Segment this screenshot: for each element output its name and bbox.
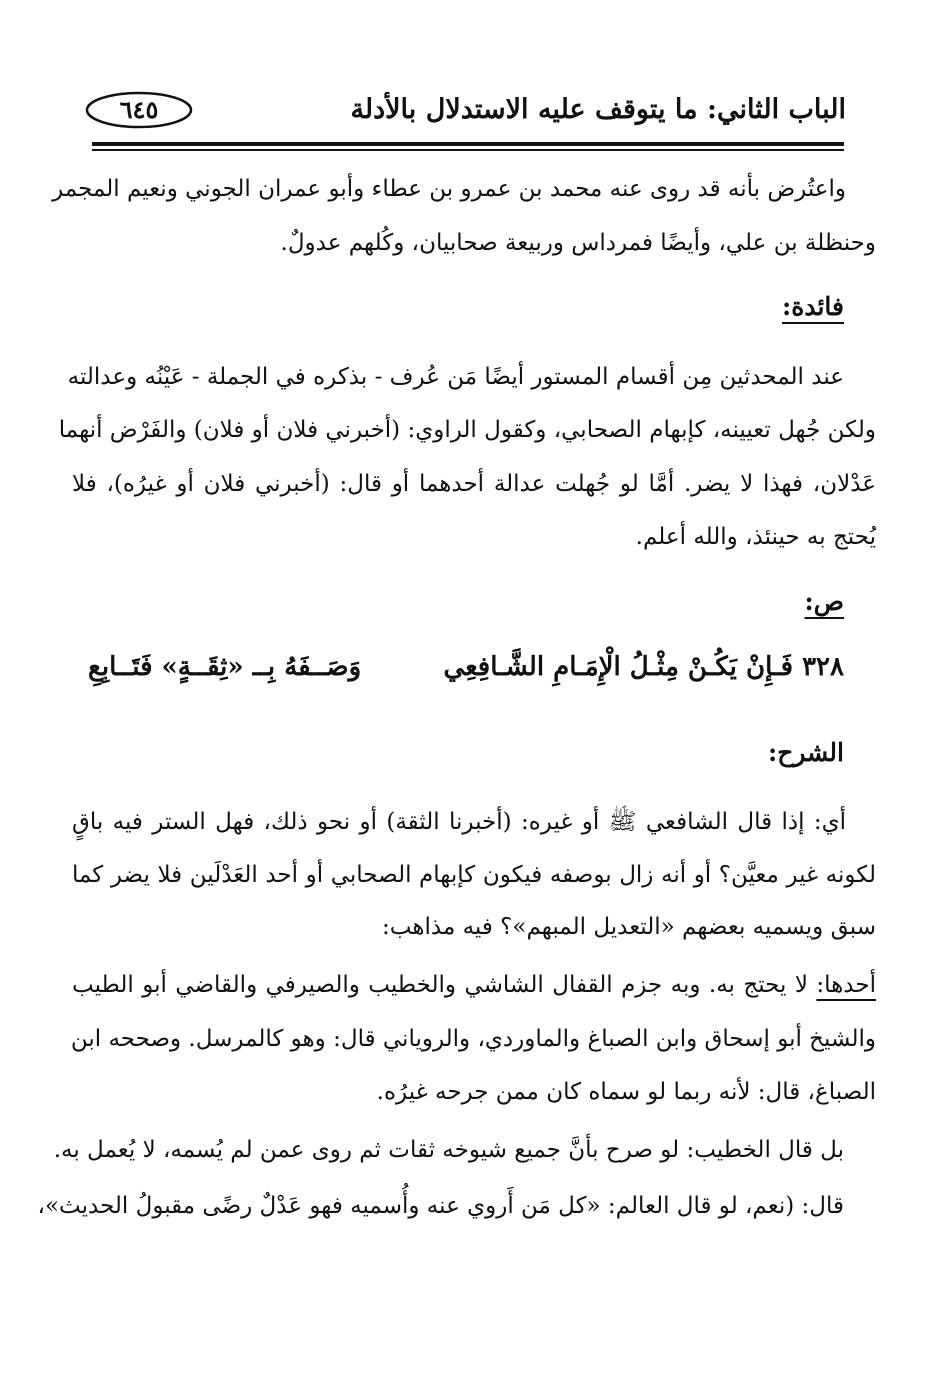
header-rule-thin — [92, 149, 844, 151]
verse-second-hemistich: وَصَــفَهُ بِــ «ثِقَــةٍ» فَتَــابِعِ — [88, 652, 362, 682]
paragraph-line: وحنظلة بن علي، وأيضًا فمرداس وربيعة صحابيان، وكُلهم عدولٌ. — [280, 230, 876, 256]
header-rule-thick — [92, 142, 844, 146]
paragraph-line: أي: إذا قال الشافعي ﷺ أو غيره: (أخبرنا الثقة) أو نحو ذلك، فهل الستر فيه باقٍ — [72, 809, 846, 835]
paragraph-line: يُحتج به حينئذ، والله أعلم. — [635, 524, 876, 550]
paragraph-line: عند المحدثين مِن أقسام المستور أيضًا مَن عُرف - بذكره في الجملة - عَيْنُه وعدالته — [67, 364, 844, 390]
paragraph-line: والشيخ أبو إسحاق وابن الصباغ والماوردي، والروياني قال: وهو كالمرسل. وصححه ابن — [70, 1026, 876, 1052]
paragraph-line: الصباغ، قال: لأنه ربما لو سماه كان ممن جرحه غيرُه. — [376, 1079, 876, 1105]
faida-heading: فائدة: — [782, 292, 844, 321]
paragraph-line: واعتُرض بأنه قد روى عنه محمد بن عمرو بن عطاء وأبو عمران الجوني ونعيم المجمر — [52, 176, 846, 202]
first-opinion-label: أحدها: — [816, 972, 876, 998]
text-heading: ص: — [804, 587, 844, 616]
paragraph-line: لكونه غير معيَّن؟ أو أنه زال بوصفه فيكون كإبهام الصحابي أو أحد العَدْلَين فلا يضر كما — [72, 862, 876, 888]
paragraph-line: بل قال الخطيب: لو صرح بأنَّ جميع شيوخه ثقات ثم روى عمن لم يُسمه، لا يُعمل به. — [53, 1137, 844, 1163]
paragraph-line: قال: (نعم، لو قال العالم: «كل مَن أَروي عنه وأُسميه فهو عَدْلٌ رضًى مقبولُ الحديث»، — [37, 1193, 844, 1219]
chapter-title: الباب الثاني: ما يتوقف عليه الاستدلال بالأدلة — [350, 94, 846, 125]
paragraph-line: ولكن جُهل تعيينه، كإبهام الصحابي، وكقول الراوي: (أخبرني فلان أو فلان) والفَرْض أنهما — [58, 417, 876, 443]
page-number: ٦٤٥ — [119, 95, 159, 124]
commentary-heading: الشرح: — [767, 738, 844, 767]
page-number-badge — [84, 90, 194, 130]
paragraph-line: عَدْلان، فهذا لا يضر. أمَّا لو جُهلت عدالة أحدهما أو قال: (أخبرني فلان أو غيرُه)، فلا — [72, 471, 876, 497]
verse-line — [88, 652, 844, 692]
page-header — [84, 88, 846, 138]
first-opinion-text: لا يحتج به. وبه جزم القفال الشاشي والخطيب والصيرفي والقاضي أبو الطيب — [72, 972, 808, 998]
paragraph-line: سبق ويسميه بعضهم «التعديل المبهم»؟ فيه مذاهب: — [382, 914, 876, 940]
paragraph-line — [72, 968, 876, 1002]
verse-first-hemistich: ٣٢٨ فَـإِنْ يَكُـنْ مِثْـلُ الْإِمَـامِ الشَّـافِعِي — [443, 652, 844, 682]
